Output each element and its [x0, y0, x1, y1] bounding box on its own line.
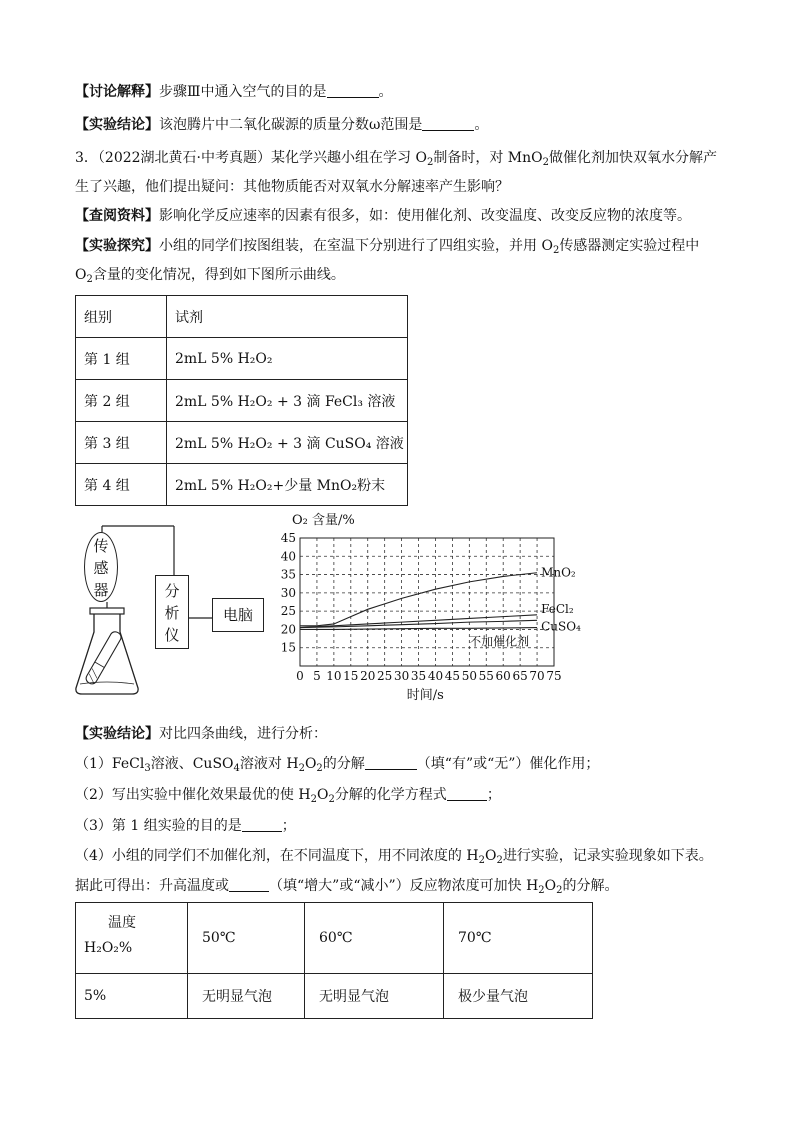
series-label: 不加催化剂: [469, 634, 530, 649]
analyzer-box: [155, 575, 189, 649]
x-tick-label: 10: [326, 669, 342, 683]
table-cell: 无明显气泡: [188, 974, 305, 1019]
q3-text: 做催化剂加快双氧水分解产: [548, 150, 717, 166]
table-header-cell: 试剂: [167, 296, 408, 338]
series-label: CuSO₄: [541, 619, 581, 634]
q-text: ；: [486, 787, 501, 803]
q-text: （4）小组的同学们不加催化剂，在不同温度下，用不同浓度的 H: [75, 848, 479, 864]
x-tick-label: 55: [478, 669, 494, 683]
subscript: 2: [310, 794, 317, 805]
subscript: 2: [298, 763, 305, 774]
discussion-line: [75, 82, 393, 102]
table-cell: 2mL 5% H₂O₂: [167, 338, 408, 380]
explore-text: 传感器测定实验过程中: [559, 238, 700, 254]
question-number: 3．: [75, 150, 98, 166]
q-text: 溶液对 H: [239, 756, 299, 772]
subscript: 2: [316, 763, 323, 774]
subscript: 2: [552, 245, 560, 256]
y-tick-label: 35: [280, 567, 296, 582]
table-header-row: [76, 296, 408, 338]
x-axis-title: 时间/s: [406, 688, 444, 703]
series-label: MnO₂: [541, 565, 576, 580]
table-row: [76, 422, 408, 464]
explore-text: 含量的变化情况，得到如下图所示曲线。: [92, 267, 345, 283]
subscript: 2: [496, 855, 503, 866]
answer-blank[interactable]: [327, 83, 379, 98]
y-axis-title: O₂ 含量/%: [292, 513, 355, 528]
table-cell: 第 4 组: [76, 464, 167, 506]
reagent-table: [75, 295, 408, 506]
y-tick-label: 20: [280, 622, 296, 637]
subscript: 2: [426, 157, 434, 168]
sub-question-1: [75, 754, 599, 774]
table-header-cell: 60℃: [305, 903, 444, 974]
answer-blank[interactable]: [242, 817, 282, 832]
x-tick-label: 75: [546, 669, 562, 683]
o2-content-chart: [276, 508, 596, 708]
sensor-label: 器: [93, 581, 109, 599]
explore-text: O: [75, 267, 87, 283]
table-header-row: [76, 903, 593, 974]
sensor-label: 感: [93, 559, 109, 577]
x-tick-label: 40: [427, 669, 444, 683]
q-text: 的分解: [322, 756, 365, 772]
sub-question-3: [75, 816, 296, 836]
q-text: 据此可得出：升高温度或: [75, 878, 229, 894]
conclusion-tag: 【实验结论】: [75, 726, 159, 742]
punct: 。: [474, 117, 489, 133]
q-text: （填“增大”或“减小”）反应物浓度可加快 H: [269, 878, 539, 894]
analyzer-label: 仪: [164, 626, 180, 644]
table-cell: 第 1 组: [76, 338, 167, 380]
explore-line-1: [75, 236, 699, 256]
y-tick-label: 25: [280, 604, 296, 619]
y-tick-label: 15: [280, 640, 296, 655]
subscript: 3: [144, 763, 151, 774]
table-cell: 2mL 5% H₂O₂+少量 MnO₂粉末: [167, 464, 408, 506]
q3-text: 制备时，对 MnO: [433, 150, 543, 166]
computer-box: [212, 598, 264, 632]
table-row: [76, 974, 593, 1019]
x-tick-label: 65: [512, 669, 528, 683]
computer-label: 电脑: [222, 606, 253, 624]
q-text: （2）写出实验中催化效果最优的使 H: [75, 787, 311, 803]
x-tick-label: 35: [410, 669, 427, 683]
sub-question-4: [75, 846, 713, 866]
answer-blank[interactable]: [229, 877, 269, 892]
corner-cell: [76, 903, 188, 974]
x-tick-label: 70: [529, 669, 545, 683]
subscript: 4: [233, 763, 240, 774]
table-cell: 第 3 组: [76, 422, 167, 464]
subscript: 2: [478, 855, 485, 866]
conclusion-text: 对比四条曲线，进行分析：: [159, 726, 327, 742]
x-tick-label: 0: [296, 669, 304, 683]
q-text: （3）第 1 组实验的目的是: [75, 818, 242, 834]
x-tick-label: 15: [343, 669, 359, 683]
explore-line-2: [75, 265, 345, 285]
table-header-cell: 组别: [76, 296, 167, 338]
table-row: [76, 338, 408, 380]
q-text: 的分解。: [562, 878, 619, 894]
x-tick-label: 60: [495, 669, 511, 683]
x-tick-label: 50: [461, 669, 477, 683]
q-text: （填“有”或“无”）催化作用；: [416, 756, 600, 772]
subscript: 2: [328, 794, 335, 805]
question-3-line-2: [75, 177, 509, 197]
subscript: 2: [86, 274, 93, 285]
q-text: O: [304, 756, 317, 772]
sub-question-4-line-2: [75, 876, 619, 896]
q-text: O: [544, 878, 557, 894]
answer-blank[interactable]: [447, 786, 487, 801]
subscript: 2: [556, 885, 563, 896]
x-tick-label: 5: [313, 669, 321, 683]
q-text: O: [316, 787, 329, 803]
table-header-cell: 70℃: [444, 903, 593, 974]
table-cell: 2mL 5% H₂O₂ + 3 滴 CuSO₄ 溶液: [167, 422, 408, 464]
x-tick-label: 30: [393, 669, 410, 683]
x-tick-label: 45: [444, 669, 461, 683]
prev-conclusion-text: 该泡腾片中二氧化碳源的质量分数ω范围是: [159, 117, 423, 133]
table-cell: 第 2 组: [76, 380, 167, 422]
reference-text: 影响化学反应速率的因素有很多，如：使用催化剂、改变温度、改变反应物的浓度等。: [159, 208, 691, 224]
discussion-tag: 【讨论解释】: [75, 84, 159, 100]
table-cell: 5%: [76, 974, 188, 1019]
x-tick-label: 20: [360, 669, 376, 683]
apparatus-diagram: [70, 520, 270, 700]
x-tick-label: 25: [377, 669, 393, 683]
sub-question-2: [75, 785, 501, 805]
sensor-box: [84, 532, 118, 602]
answer-blank[interactable]: [422, 116, 474, 131]
discussion-text: 步骤Ⅲ中通入空气的目的是: [159, 84, 327, 100]
explore-tag: 【实验探究】: [75, 238, 159, 254]
conclusion-line: [75, 724, 327, 744]
punct: 。: [378, 84, 393, 100]
y-tick-label: 30: [280, 585, 296, 600]
q-text: 分解的化学方程式: [334, 787, 447, 803]
table-cell: 2mL 5% H₂O₂ + 3 滴 FeCl₃ 溶液: [167, 380, 408, 422]
table-row: [76, 464, 408, 506]
answer-blank[interactable]: [365, 755, 417, 770]
q-text: 溶液、CuSO: [150, 756, 234, 772]
y-tick-label: 45: [280, 531, 296, 545]
q-text: （1）FeCl: [75, 756, 145, 772]
corner-bottom-label: H₂O₂%: [84, 940, 133, 956]
q3-text: 生了兴趣，他们提出疑问：其他物质能否对双氧水分解速率产生影响？: [75, 179, 509, 195]
temperature-table: [75, 902, 593, 1019]
q-text: O: [484, 848, 497, 864]
explore-text: 小组的同学们按图组装，在室温下分别进行了四组实验，并用 O: [159, 238, 553, 254]
reference-tag: 【查阅资料】: [75, 208, 159, 224]
table-cell: 无明显气泡: [305, 974, 444, 1019]
table-cell: 极少量气泡: [444, 974, 593, 1019]
question-3-line-1: [75, 148, 717, 168]
table-header-cell: 50℃: [188, 903, 305, 974]
table-row: [76, 380, 408, 422]
reference-line: [75, 206, 691, 226]
y-tick-label: 40: [280, 549, 296, 564]
q-text: 进行实验，记录实验现象如下表。: [502, 848, 713, 864]
sensor-label: 传: [93, 537, 109, 555]
corner-top-label: 温度: [108, 915, 136, 931]
question-source: （2022湖北黄石·中考真题）: [97, 150, 272, 166]
q-text: ；: [281, 818, 296, 834]
subscript: 2: [542, 157, 549, 168]
series-label: FeCl₂: [541, 601, 574, 616]
prev-conclusion-tag: 【实验结论】: [75, 117, 159, 133]
prev-conclusion-line: [75, 115, 488, 135]
analyzer-label: 析: [164, 604, 180, 622]
subscript: 2: [538, 885, 545, 896]
q3-text: 某化学兴趣小组在学习 O: [271, 150, 427, 166]
analyzer-label: 分: [164, 582, 180, 600]
